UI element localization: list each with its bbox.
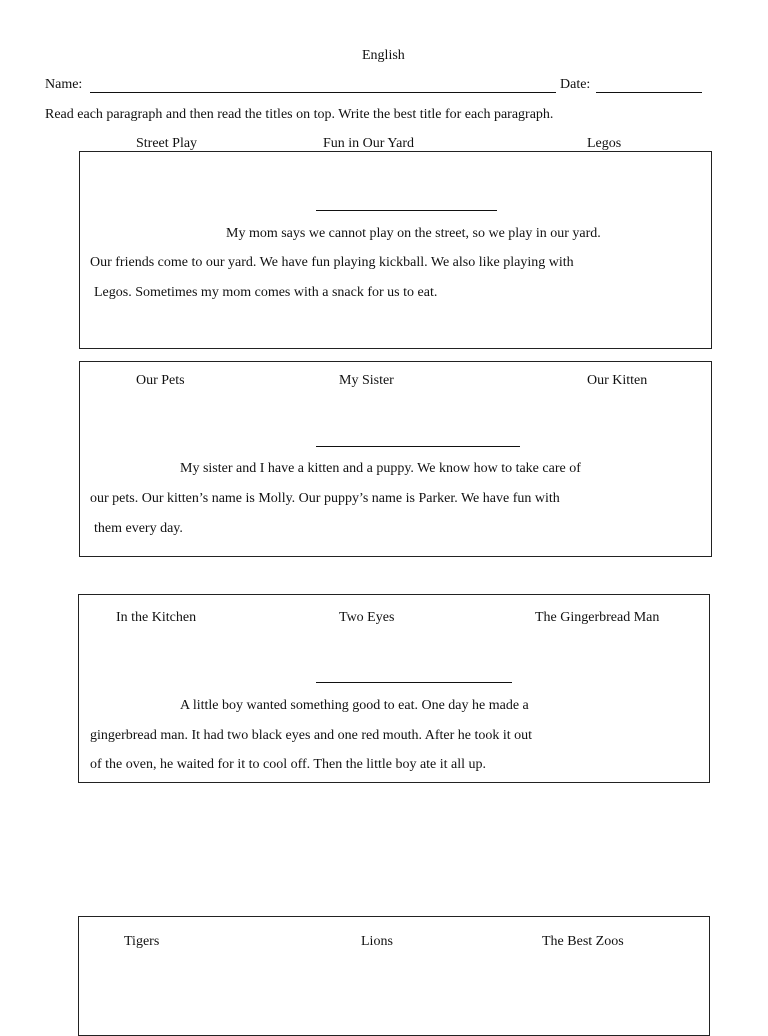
paragraph-box	[79, 151, 712, 349]
title-option: Two Eyes	[339, 610, 395, 625]
title-option: Our Kitten	[587, 373, 648, 388]
title-option: Lions	[361, 934, 393, 949]
title-option: Legos	[587, 136, 622, 151]
paragraph-line: A little boy wanted something good to eat. One day he made a	[180, 698, 529, 713]
paragraph-line: our pets. Our kitten’s name is Molly. Our puppy’s name is Parker. We have fun with	[90, 491, 560, 506]
answer-line[interactable]	[316, 446, 520, 447]
paragraph-line: Our friends come to our yard. We have fun playing kickball. We also like playing with	[90, 255, 574, 270]
title-option: In the Kitchen	[116, 610, 197, 625]
date-label: Date:	[560, 77, 591, 92]
paragraph-line: them every day.	[94, 521, 183, 536]
paragraph-line: gingerbread man. It had two black eyes and one red mouth. After he took it out	[90, 728, 533, 743]
name-field[interactable]	[90, 92, 556, 93]
worksheet-subject: English	[362, 48, 405, 63]
title-option: The Best Zoos	[542, 934, 624, 949]
title-option: Fun in Our Yard	[323, 136, 415, 151]
title-option: The Gingerbread Man	[535, 610, 660, 625]
name-label: Name:	[45, 77, 83, 92]
title-option: Street Play	[136, 136, 198, 151]
answer-line[interactable]	[316, 210, 497, 211]
answer-line[interactable]	[316, 682, 512, 683]
title-option: My Sister	[339, 373, 394, 388]
instructions: Read each paragraph and then read the titles on top. Write the best title for each paragraph.	[45, 107, 554, 122]
paragraph-line: My sister and I have a kitten and a puppy. We know how to take care of	[180, 461, 581, 476]
paragraph-line: My mom says we cannot play on the street, so we play in our yard.	[226, 226, 601, 241]
paragraph-line: Legos. Sometimes my mom comes with a snack for us to eat.	[94, 285, 438, 300]
date-field[interactable]	[596, 92, 702, 93]
title-option: Tigers	[124, 934, 160, 949]
paragraph-line: of the oven, he waited for it to cool off. Then the little boy ate it all up.	[90, 757, 487, 772]
title-option: Our Pets	[136, 373, 185, 388]
